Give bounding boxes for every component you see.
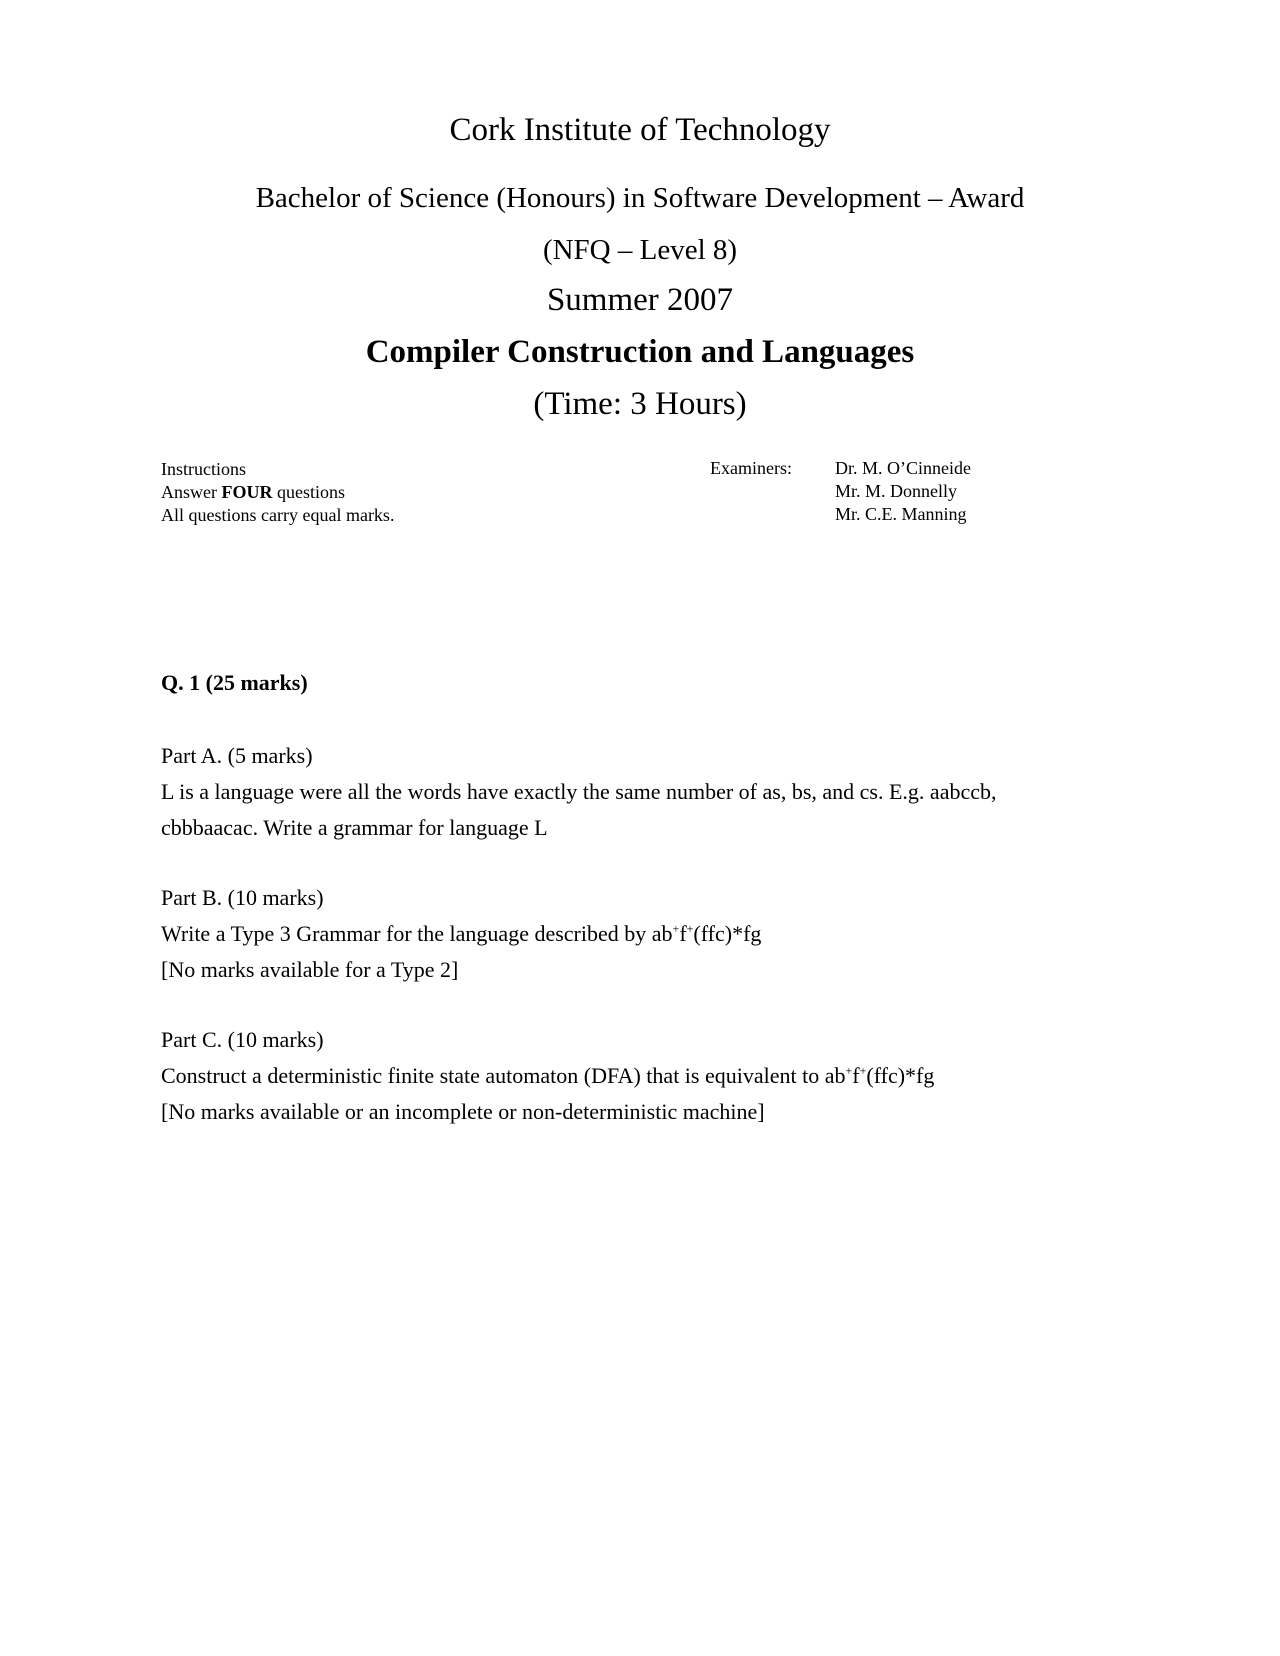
instructions-line-2: All questions carry equal marks. [161, 505, 395, 525]
instructions-line-1: Answer FOUR questions [161, 482, 346, 502]
examiner-name: Dr. M. O’Cinneide [835, 458, 971, 478]
examiner-name: Mr. M. Donnelly [835, 481, 958, 501]
part-c-title: Part C. (10 marks) [161, 1027, 324, 1052]
examiner-name: Mr. C.E. Manning [835, 504, 967, 524]
part-c-text-1: Construct a deterministic finite state automaton (DFA) that is equivalent to ab+f+(ffc)*fg [161, 1063, 935, 1088]
exam-duration: (Time: 3 Hours) [533, 386, 747, 422]
nfq-level: (NFQ – Level 8) [542, 234, 738, 266]
institution-title: Cork Institute of Technology [449, 112, 831, 148]
part-a-title: Part A. (5 marks) [161, 743, 313, 768]
module-title: Compiler Construction and Languages [365, 334, 915, 370]
part-a-text-1: L is a language were all the words have exactly the same number of as, bs, and cs. E.g. aabccb, [161, 779, 997, 804]
instructions-block [161, 458, 394, 527]
part-a-text-2: cbbbaacac. Write a grammar for language L [161, 815, 548, 840]
part-b-text-2: [No marks available for a Type 2] [161, 957, 459, 982]
part-c [161, 1022, 934, 1130]
examiners-list [835, 457, 971, 526]
exam-session: Summer 2007 [546, 282, 734, 318]
programme-title: Bachelor of Science (Honours) in Software Development – Award [255, 182, 1025, 214]
part-b [161, 880, 761, 988]
part-c-text-2: [No marks available or an incomplete or non-deterministic machine] [161, 1099, 765, 1124]
instructions-title: Instructions [161, 459, 246, 479]
part-b-text-1: Write a Type 3 Grammar for the language described by ab+f+(ffc)*fg [161, 921, 762, 946]
part-a [161, 738, 996, 846]
question-heading: Q. 1 (25 marks) [161, 670, 308, 695]
examiners-label: Examiners: [710, 458, 792, 478]
part-b-title: Part B. (10 marks) [161, 885, 324, 910]
